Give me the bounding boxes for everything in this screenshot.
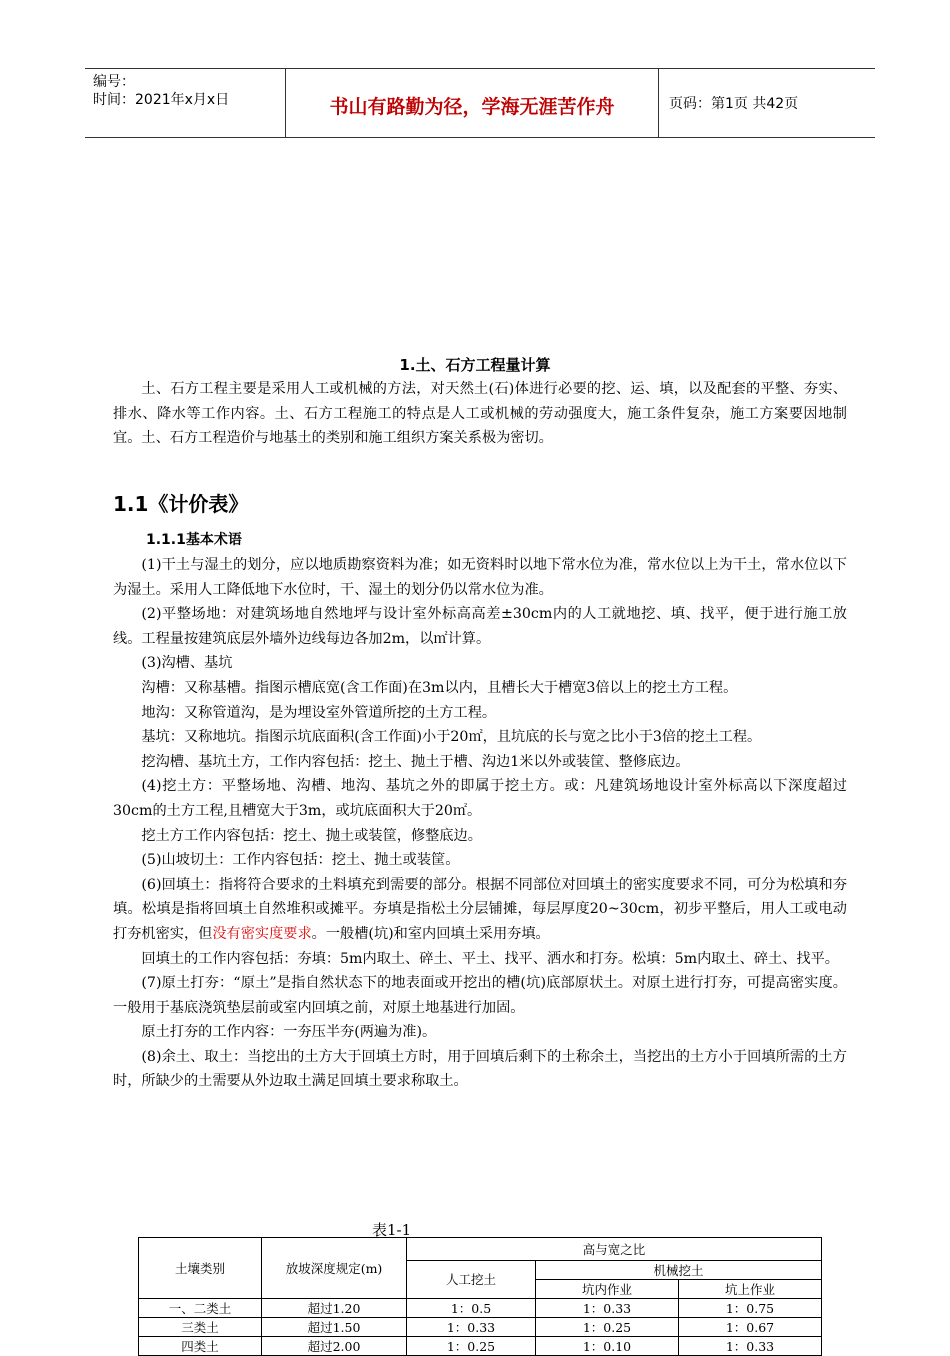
header-on-pit: 坑上作业: [679, 1280, 822, 1299]
subsection-title: 1.1.1基本术语: [146, 532, 242, 548]
paragraph: 挖沟槽、基坑土方，工作内容包括：挖土、抛土于槽、沟边1米以外或装筐、整修底边。: [141, 753, 690, 770]
paragraph: [113, 873, 847, 947]
header-machine: 机械挖土: [536, 1261, 822, 1280]
table-caption: 表1-1: [372, 1221, 412, 1239]
header-depth: 放坡深度规定(m): [262, 1238, 407, 1299]
paragraph: 基坑：又称地坑。指图示坑底面积(含工作面)小于20㎡，且坑底的长与宽之比小于3倍的挖土工程。: [141, 729, 762, 746]
cell-in-pit: 1：0.10: [536, 1337, 679, 1356]
table-header-row: [139, 1238, 822, 1261]
table-row: [139, 1299, 822, 1318]
cell-in-pit: 1：0.25: [536, 1318, 679, 1337]
paragraph: (7)原土打夯：“原土”是指自然状态下的地表面或开挖出的槽(坑)底部原状土。对原土进行打夯，可提高密实度。一般用于基底浇筑垫层前或室内回填之前，对原土地基进行加固。: [113, 975, 847, 1016]
body-text: [113, 553, 847, 1094]
header-soil: 土壤类别: [139, 1238, 262, 1299]
table-row: [139, 1318, 822, 1337]
slope-table: [138, 1237, 822, 1356]
cell-on-pit: 1：0.67: [679, 1318, 822, 1337]
header-ratio: 高与宽之比: [407, 1238, 822, 1261]
header-in-pit: 坑内作业: [536, 1280, 679, 1299]
paragraph: (1)干土与湿土的划分，应以地质勘察资料为准；如无资料时以地下常水位为准，常水位以上为干土，常水位以下为湿土。采用人工降低地下水位时，干、湿土的划分仍以常水位为准。: [113, 557, 847, 598]
cell-manual: 1：0.25: [407, 1337, 536, 1356]
cell-on-pit: 1：0.75: [679, 1299, 822, 1318]
paragraph: (4)挖土方：平整场地、沟槽、地沟、基坑之外的即属于挖土方。或：凡建筑场地设计室外标高以下深度超过30cm的土方工程,且槽宽大于3m，或坑底面积大于20㎡。: [113, 778, 847, 819]
document-title: 1.土、石方工程量计算: [399, 356, 551, 374]
intro-paragraph: 土、石方工程主要是采用人工或机械的方法，对天然土(石)体进行必要的挖、运、填，以及配套的平整、夯实、排水、降水等工作内容。土、石方工程施工的特点是人工或机械的劳动强度大，施工条件复杂，施工方案要因地制宜。土、石方工程造价与地基土的类别和施工组织方案关系极为密切。: [113, 381, 847, 447]
cell-manual: 1：0.5: [407, 1299, 536, 1318]
time-label: 时间：2021年x月x日: [93, 92, 230, 108]
cell-manual: 1：0.33: [407, 1318, 536, 1337]
cell-soil: 三类土: [139, 1318, 262, 1337]
paragraph: (2)平整场地：对建筑场地自然地坪与设计室外标高高差±30cm内的人工就地挖、填、找平，便于进行施工放线。工程量按建筑底层外墙外边线每边各加2m，以㎡计算。: [113, 606, 847, 647]
page-info: 页码：第1页 共42页: [669, 96, 799, 112]
paragraph: (5)山坡切土：工作内容包括：挖土、抛土或装筐。: [141, 852, 460, 869]
intro-block: [113, 377, 847, 451]
cell-depth: 超过2.00: [262, 1337, 407, 1356]
cell-soil: 四类土: [139, 1337, 262, 1356]
header-meta: [85, 69, 285, 137]
paragraph: (8)余土、取土：当挖出的土方大于回填土方时，用于回填后剩下的土称余土，当挖出的土方小于回填所需的土方时，所缺少的土需要从外边取土满足回填土要求称取土。: [113, 1048, 847, 1090]
paragraph-part: 。一般槽(坑)和室内回填土采用夯填。: [311, 925, 550, 942]
paragraph: 沟槽：又称基槽。指图示槽底宽(含工作面)在3m以内，且槽长大于槽宽3倍以上的挖土方工程。: [141, 679, 738, 696]
cell-on-pit: 1：0.33: [679, 1337, 822, 1356]
paragraph: (3)沟槽、基坑: [141, 655, 233, 672]
highlighted-text: 没有密实度要求: [212, 925, 312, 942]
cell-depth: 超过1.20: [262, 1299, 407, 1318]
cell-depth: 超过1.50: [262, 1318, 407, 1337]
section-title: 1.1《计价表》: [113, 492, 249, 516]
paragraph-part: (6)回填土：指将符合要求的土料填充到需要的部分。根据不同部位对回填土的密实度要求不同，可分为松填和夯填。松填是指将回填土自然堆积或摊平。夯填是指松土分层铺摊，每层厚度20~30cm，初步平整后，用人工或电动打夯机密实，但: [113, 876, 847, 942]
cell-in-pit: 1：0.33: [536, 1299, 679, 1318]
paragraph: 挖土方工作内容包括：挖土、抛土或装筐，修整底边。: [141, 827, 482, 844]
paragraph: 原土打夯的工作内容：一夯压半夯(两遍为准)。: [141, 1024, 437, 1041]
number-label: 编号：: [93, 74, 135, 90]
header-manual: 人工挖土: [407, 1261, 536, 1299]
paragraph: 回填土的工作内容包括：夯填：5m内取土、碎土、平土、找平、洒水和打夯。松填：5m内取土、碎土、找平。: [141, 950, 839, 967]
table-row: [139, 1337, 822, 1356]
cell-soil: 一、二类土: [139, 1299, 262, 1318]
header-motto: 书山有路勤为径，学海无涯苦作舟: [285, 69, 659, 137]
paragraph: 地沟：又称管道沟，是为埋设室外管道所挖的土方工程。: [141, 704, 497, 721]
page-header: [85, 68, 875, 138]
